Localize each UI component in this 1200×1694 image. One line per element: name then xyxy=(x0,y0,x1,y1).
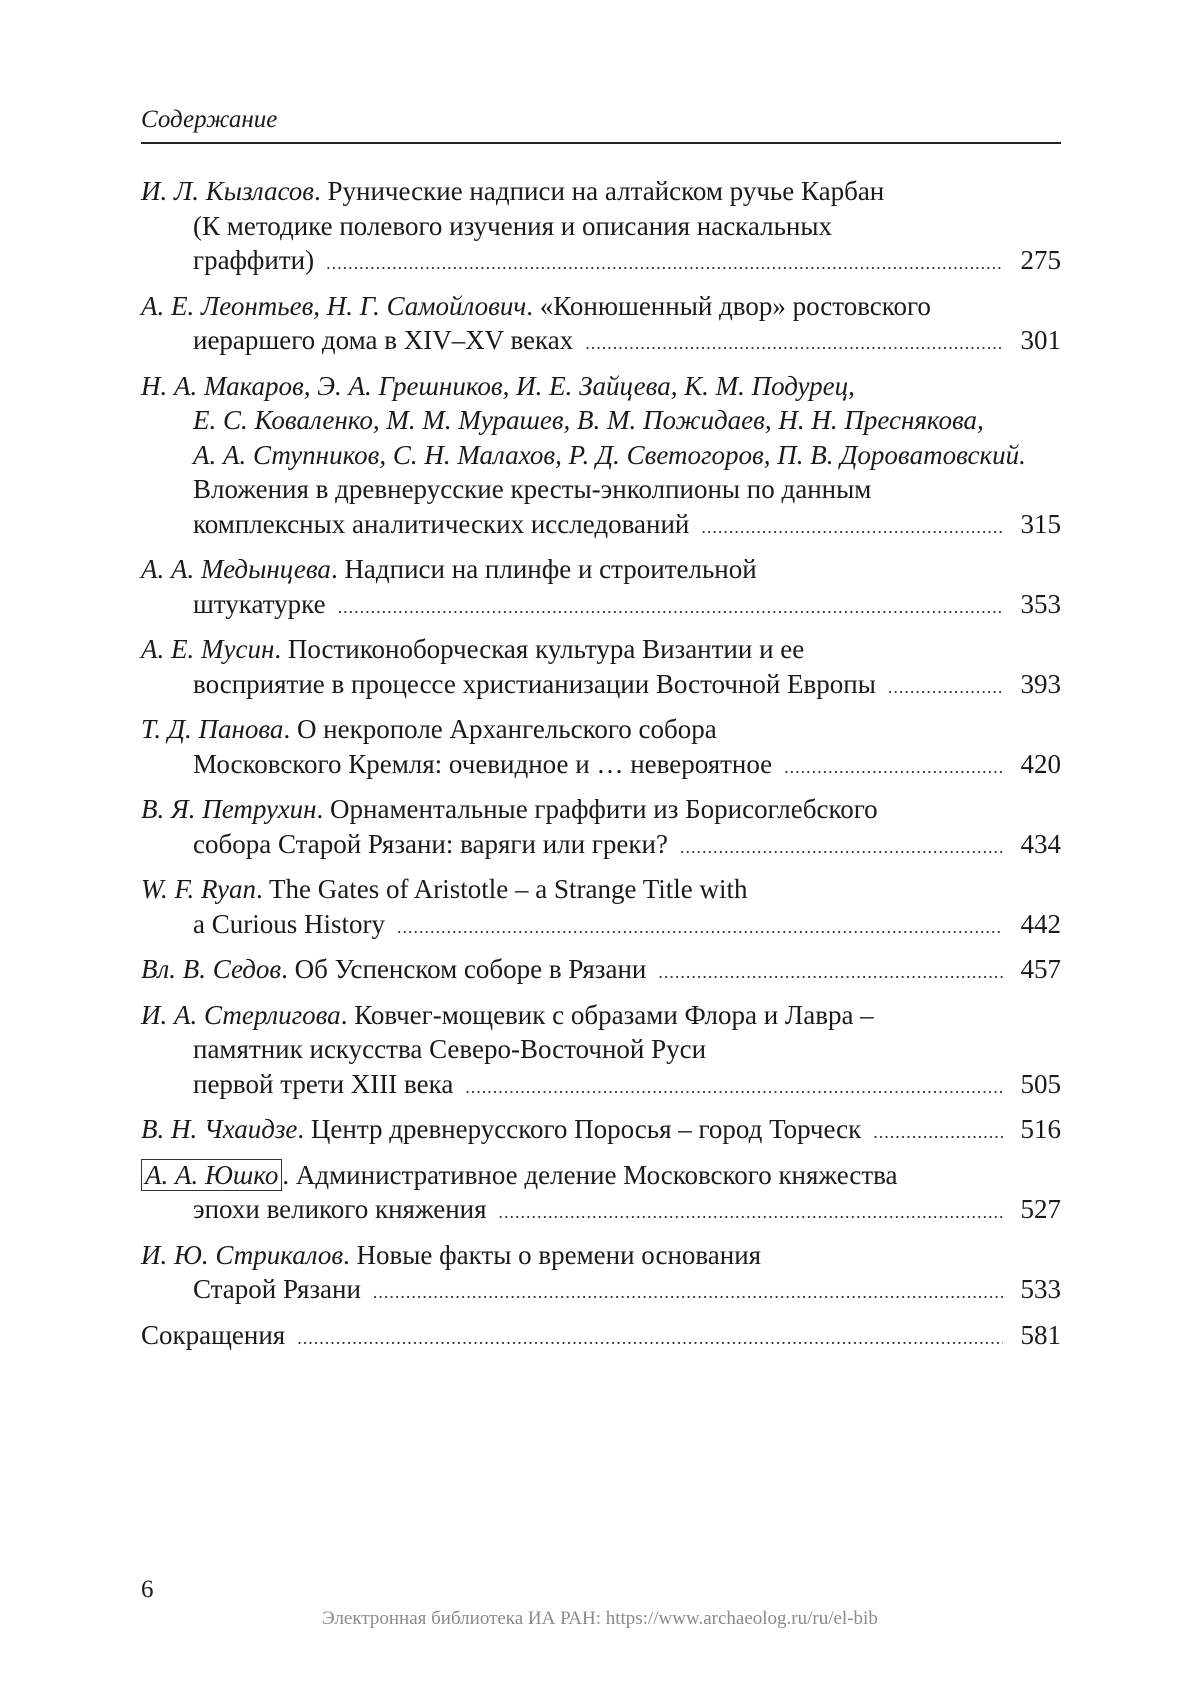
entry-page-number: 393 xyxy=(1020,668,1061,699)
entry-author: Е. С. Коваленко, М. М. Мурашев, В. М. Пожидаев, Н. Н. Преснякова, xyxy=(193,405,984,435)
title-line xyxy=(141,998,1061,1033)
title-last-line xyxy=(141,507,1061,545)
page-number: 6 xyxy=(141,1576,154,1603)
title-line xyxy=(141,1158,1061,1193)
title-last-line xyxy=(141,243,1061,281)
title-line xyxy=(141,552,1061,587)
dot-leader xyxy=(397,910,1003,945)
entry-title-end xyxy=(193,587,326,622)
entry-title: Постиконоборческая культура Византии и ее xyxy=(287,634,805,664)
author-separator: . xyxy=(316,794,331,824)
dot-leader xyxy=(465,1070,1003,1105)
entry-title-end xyxy=(193,667,876,702)
entry-page-number: 527 xyxy=(1020,1194,1061,1224)
dot-leader xyxy=(499,1195,1003,1230)
table-of-contents xyxy=(141,174,1061,1363)
entry-title: Рунические надписи на алтайском ручье Карбан xyxy=(327,176,885,206)
entry-title: граффити) xyxy=(193,245,315,275)
entry-page-number: 533 xyxy=(1020,1274,1061,1304)
entry-author: W. F. Ryan xyxy=(141,874,257,904)
entry-page-number: 275 xyxy=(1020,245,1061,275)
entry-title: восприятие в процессе христианизации Восточной Европы xyxy=(193,668,876,699)
entry-page-number: 353 xyxy=(1020,588,1061,619)
dot-leader xyxy=(658,955,1003,990)
entry-title: Ковчег-мощевик с образами Флора и Лавра – xyxy=(354,999,874,1030)
author-separator: . xyxy=(281,954,295,984)
entry-author: И. Л. Кызласов xyxy=(141,176,314,206)
entry-author: А. Е. Мусин xyxy=(141,634,275,664)
entry-title-end xyxy=(193,323,573,358)
dot-leader xyxy=(297,1321,1003,1356)
entry-title-end xyxy=(141,1318,285,1353)
entry-title-end xyxy=(193,1067,453,1102)
entry-title: памятник искусства Северо-Восточной Руси xyxy=(193,1034,707,1064)
entry-page-number: 442 xyxy=(1020,908,1061,939)
title-line xyxy=(141,174,1061,209)
entry-title-end xyxy=(193,747,772,782)
entry-author: В. Я. Петрухин xyxy=(141,794,317,824)
entry-title: Центр древнерусского Поросья – город Торческ xyxy=(310,1114,862,1144)
dot-leader xyxy=(338,590,1003,625)
entry-title-end xyxy=(193,827,668,862)
entry-author: Т. Д. Панова xyxy=(141,714,284,744)
toc-entry xyxy=(141,792,1061,864)
entry-title: О некрополе Архангельского собора xyxy=(296,714,717,744)
title-line xyxy=(141,632,1061,667)
entry-title-end xyxy=(193,507,689,542)
toc-entry xyxy=(141,952,1061,990)
author-separator: . xyxy=(314,176,328,206)
toc-entry xyxy=(141,1112,1061,1150)
toc-entry xyxy=(141,552,1061,624)
title-last-line xyxy=(141,1272,1061,1310)
entry-author: И. А. Стерлигова xyxy=(141,999,341,1030)
entry-author: А. А. Ступников, С. Н. Малахов, Р. Д. Светогоров, П. В. Доровaтовский. xyxy=(193,439,1026,470)
entry-page-number: 420 xyxy=(1020,748,1061,779)
dot-leader xyxy=(680,830,1003,865)
dot-leader xyxy=(784,750,1003,785)
dot-leader xyxy=(326,246,1003,281)
toc-entry xyxy=(141,289,1061,361)
author-line xyxy=(141,438,1061,473)
toc-entry xyxy=(141,1238,1061,1310)
entry-title-end xyxy=(193,243,314,278)
author-separator: . xyxy=(282,1159,296,1190)
author-separator: . xyxy=(283,714,297,744)
author-separator: . xyxy=(330,554,345,584)
toc-entry xyxy=(141,712,1061,784)
title-last-line xyxy=(141,587,1061,625)
entry-author: В. Н. Чхаидзе xyxy=(141,1114,298,1144)
title-last-line xyxy=(141,323,1061,361)
entry-author: А. А. Юшко xyxy=(141,1159,282,1191)
title-line xyxy=(141,1238,1061,1273)
entry-title-end xyxy=(193,1192,487,1227)
title-line xyxy=(141,209,1061,244)
entry-title: Об Успенском соборе в Рязани xyxy=(294,954,647,984)
entry-title-end xyxy=(193,1272,361,1307)
title-last-line xyxy=(141,1318,1061,1356)
author-separator: . xyxy=(526,290,540,321)
entry-title-end xyxy=(141,1112,861,1147)
author-separator: . xyxy=(256,874,270,904)
author-line xyxy=(141,403,1061,438)
entry-title: Старой Рязани xyxy=(193,1274,361,1304)
title-line xyxy=(141,872,1061,907)
entry-page-number: 457 xyxy=(1020,954,1061,984)
entry-title: (К методике полевого изучения и описания наскальных xyxy=(193,210,832,241)
dot-leader xyxy=(873,1115,1003,1150)
author-line xyxy=(141,369,1061,404)
entry-title: a Curious History xyxy=(193,908,385,939)
entry-page-number: 516 xyxy=(1020,1114,1061,1144)
entry-author: Н. А. Макаров, Э. А. Грешников, И. Е. Зайцева, К. М. Подурец, xyxy=(141,370,855,401)
title-last-line xyxy=(141,827,1061,865)
dot-leader xyxy=(701,510,1003,545)
title-last-line xyxy=(141,747,1061,785)
title-last-line xyxy=(141,1112,1061,1150)
dot-leader xyxy=(585,326,1003,361)
title-line xyxy=(141,472,1061,507)
author-separator: . xyxy=(297,1114,311,1144)
toc-entry xyxy=(141,1318,1061,1356)
author-separator: . xyxy=(274,634,288,664)
entry-title: Орнаментальные граффити из Борисоглебского xyxy=(330,794,878,824)
toc-entry xyxy=(141,632,1061,704)
entry-author: А. Е. Леонтьев, Н. Г. Самойлович xyxy=(141,290,527,321)
dot-leader xyxy=(373,1275,1003,1310)
entry-page-number: 505 xyxy=(1020,1068,1061,1099)
title-last-line xyxy=(141,1067,1061,1105)
entry-title: иераршего дома в XIV–XV веках xyxy=(193,325,574,355)
toc-entry xyxy=(141,174,1061,281)
entry-title: первой трети XIII века xyxy=(193,1068,454,1099)
toc-entry xyxy=(141,998,1061,1105)
entry-page-number: 315 xyxy=(1020,508,1061,539)
running-head: Содержание xyxy=(141,104,1061,144)
entry-author: И. Ю. Стрикалов xyxy=(141,1239,344,1270)
entry-title-end xyxy=(193,907,385,942)
title-last-line xyxy=(141,1192,1061,1230)
footer-note: Электронная библиотека ИА РАН: https://www.archaeolog.ru/ru/el-bib xyxy=(322,1608,878,1629)
dot-leader xyxy=(888,670,1003,705)
author-separator: . xyxy=(340,999,355,1030)
entry-page-number: 301 xyxy=(1020,325,1061,355)
entry-author: Вл. В. Седов xyxy=(141,954,282,984)
title-line xyxy=(141,289,1061,324)
entry-title: штукатурке xyxy=(193,588,326,619)
title-last-line xyxy=(141,907,1061,945)
entry-page-number: 581 xyxy=(1020,1319,1061,1350)
entry-title: Сокращения xyxy=(141,1319,286,1350)
entry-title: «Конюшенный двор» ростовского xyxy=(539,290,931,321)
entry-title: Надписи на плинфе и строительной xyxy=(344,554,757,584)
title-line xyxy=(141,792,1061,827)
entry-page-number: 434 xyxy=(1020,828,1061,859)
entry-title: Московского Кремля: очевидное и … невероятное xyxy=(193,748,773,779)
toc-entry xyxy=(141,1158,1061,1230)
entry-title: The Gates of Aristotle – a Strange Title with xyxy=(269,874,748,904)
title-last-line xyxy=(141,667,1061,705)
title-line xyxy=(141,712,1061,747)
title-line xyxy=(141,1032,1061,1067)
toc-entry xyxy=(141,872,1061,944)
toc-entry xyxy=(141,369,1061,545)
entry-title: эпохи великого княжения xyxy=(193,1194,487,1224)
entry-title: Новые факты о времени основания xyxy=(356,1239,762,1270)
entry-title: Вложения в древнерусские кресты-энколпионы по данным xyxy=(193,474,872,504)
entry-title: Административное деление Московского княжества xyxy=(295,1159,898,1190)
title-last-line xyxy=(141,952,1061,990)
entry-title-end xyxy=(141,952,646,987)
author-separator: . xyxy=(343,1239,357,1270)
entry-title: комплексных аналитических исследований xyxy=(193,508,690,539)
entry-author: А. А. Медынцева xyxy=(141,554,331,584)
entry-title: собора Старой Рязани: варяги или греки? xyxy=(193,828,668,859)
